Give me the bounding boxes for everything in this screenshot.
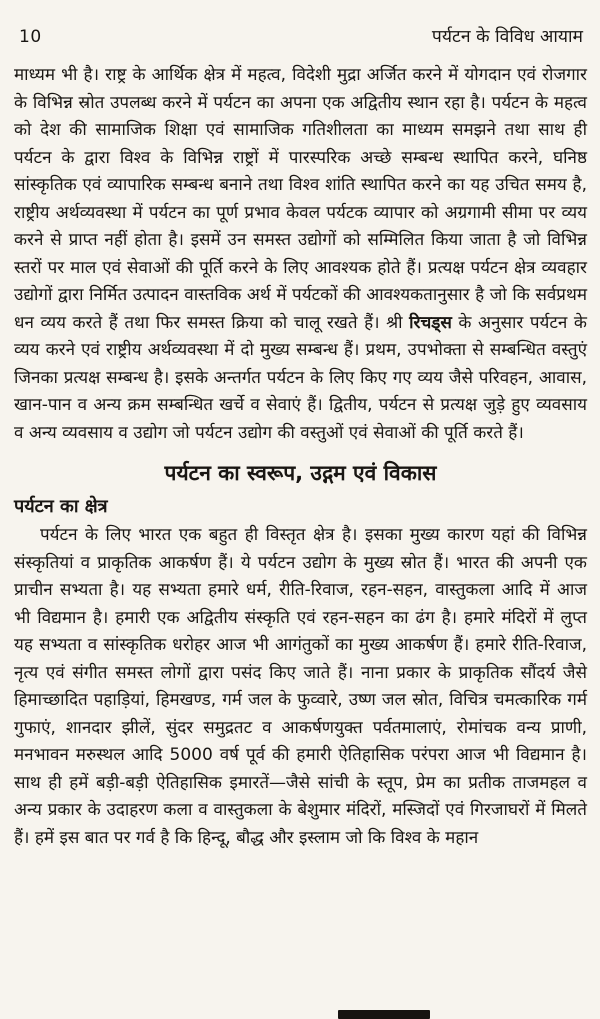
paragraph-tourism-scope: पर्यटन के लिए भारत एक बहुत ही विस्तृत क्षेत्र है। इसका मुख्य कारण यहां की विभिन्न संस्कृतियां व प्राकृतिक आकर्षण हैं। ये पर्यटन उद्योग के मुख्य स्रोत हैं। भारत की अपनी एक प्राचीन सभ्यता है। यह सभ्यता हमारे धर्म, रीति-रिवाज, रहन-सहन, वास्तुकला आदि में आज भी विद्यमान है। हमारी एक अद्वितीय संस्कृति एवं रहन-सहन का ढंग है। हमारे मंदिरों में लुप्त यह सभ्यता व सांस्कृतिक धरोहर आज भी आगंतुकों का मुख्य आकर्षण हैं। हमारे रीति-रिवाज, नृत्य एवं संगीत समस्त लोगों द्वारा पसंद किए जाते हैं। नाना प्रकार के प्राकृतिक सौंदर्य जैसे हिमाच्छादित पहाड़ियां, हिमखण्ड, गर्म जल के फुव्वारे, उष्ण जल स्रोत, विचित्र चमत्कारिक गर्म गुफाएं, शानदार झीलें, सुंदर समुद्रतट व आकर्षणयुक्त पर्वतमालाएं, रोमांचक वन्य प्राणी, मनभावन मरुस्थल आदि 5000 वर्ष पूर्व की हमारी ऐतिहासिक परंपरा आज भी विद्यमान है। साथ ही हमें बड़ी-बड़ी ऐतिहासिक इमारतें—जैसे सांची के स्तूप, प्रेम का प्रतीक ताजमहल व अन्य प्रकार के उदाहरण कला व वास्तुकला के बेशुमार मंदिरों, मस्जिदों एवं गिरजाघरों में मिलते हैं। हमें इस बात पर गर्व है कि हिन्दू, बौद्ध और इस्लाम जो कि विश्व के महान (14, 525, 587, 848)
paragraph-tourism-economy (14, 62, 587, 447)
clipped-text-fragment (338, 1010, 430, 1019)
page-header (14, 24, 587, 48)
paragraph-text: के अनुसार पर्यटन के व्यय करने एवं राष्ट्रीय अर्थव्यवस्था में दो मुख्य सम्बन्ध हैं। प्रथम, उपभोक्ता से सम्बन्धित वस्तुएं जिनका प्रत्यक्ष सम्बन्ध है। इसके अन्तर्गत पर्यटन के लिए किए गए व्यय जैसे परिवहन, आवास, खान-पान व अन्य क्रम सम्बन्धित खर्चे व सेवाएं हैं। द्वितीय, पर्यटन से प्रत्यक्ष जुड़े हुए व्यवसाय व अन्य व्यवसाय व उद्योग जो पर्यटन उद्योग की वस्तुओं एवं सेवाओं की पूर्ति करते हैं। (14, 312, 587, 443)
paragraph-text: माध्यम भी है। राष्ट्र के आर्थिक क्षेत्र में महत्व, विदेशी मुद्रा अर्जित करने में योगदान एवं रोजगार के विभिन्न स्रोत उपलब्ध करने में पर्यटन का अपना एक अद्वितीय स्थान रहा है। पर्यटन के महत्व को देश की सामाजिक शिक्षा एवं सामाजिक गतिशीलता का माध्यम समझने तथा साथ ही पर्यटन के द्वारा विश्व के विभिन्न राष्ट्रों में पारस्परिक अच्छे सम्बन्ध स्थापित करने, घनिष्ठ सांस्कृतिक एवं व्यापारिक सम्बन्ध बनाने तथा विश्व शांति स्थापित करने का यह उचित समय है, राष्ट्रीय अर्थव्यवस्था में पर्यटन का पूर्ण प्रभाव केवल पर्यटक व्यापार को अग्रगामी सीमा पर व्यय करने से प्राप्त नहीं होता है। इसमें उन समस्त उद्योगों को सम्मिलित किया जाता है जो विभिन्न स्तरों पर माल एवं सेवाओं की पूर्ति करने के लिए आवश्यक होते हैं। प्रत्यक्ष पर्यटन क्षेत्र व्यवहार उद्योगों द्वारा निर्मित उत्पादन वास्तविक अर्थ में पर्यटकों की आवश्यकतानुसार है जो कि सर्वप्रथम धन व्यय करते हैं तथा फिर समस्त क्रिया को चालू रखते हैं। श्री (14, 65, 587, 333)
page-number: 10 (19, 27, 42, 47)
body-text (14, 62, 587, 852)
section-heading: पर्यटन का स्वरूप, उद्गम एवं विकास (164, 461, 437, 485)
emphasized-name: रिचड्स (409, 312, 452, 333)
running-head: पर्यटन के विविध आयाम (431, 27, 583, 47)
subsection-heading: पर्यटन का क्षेत्र (14, 496, 108, 517)
